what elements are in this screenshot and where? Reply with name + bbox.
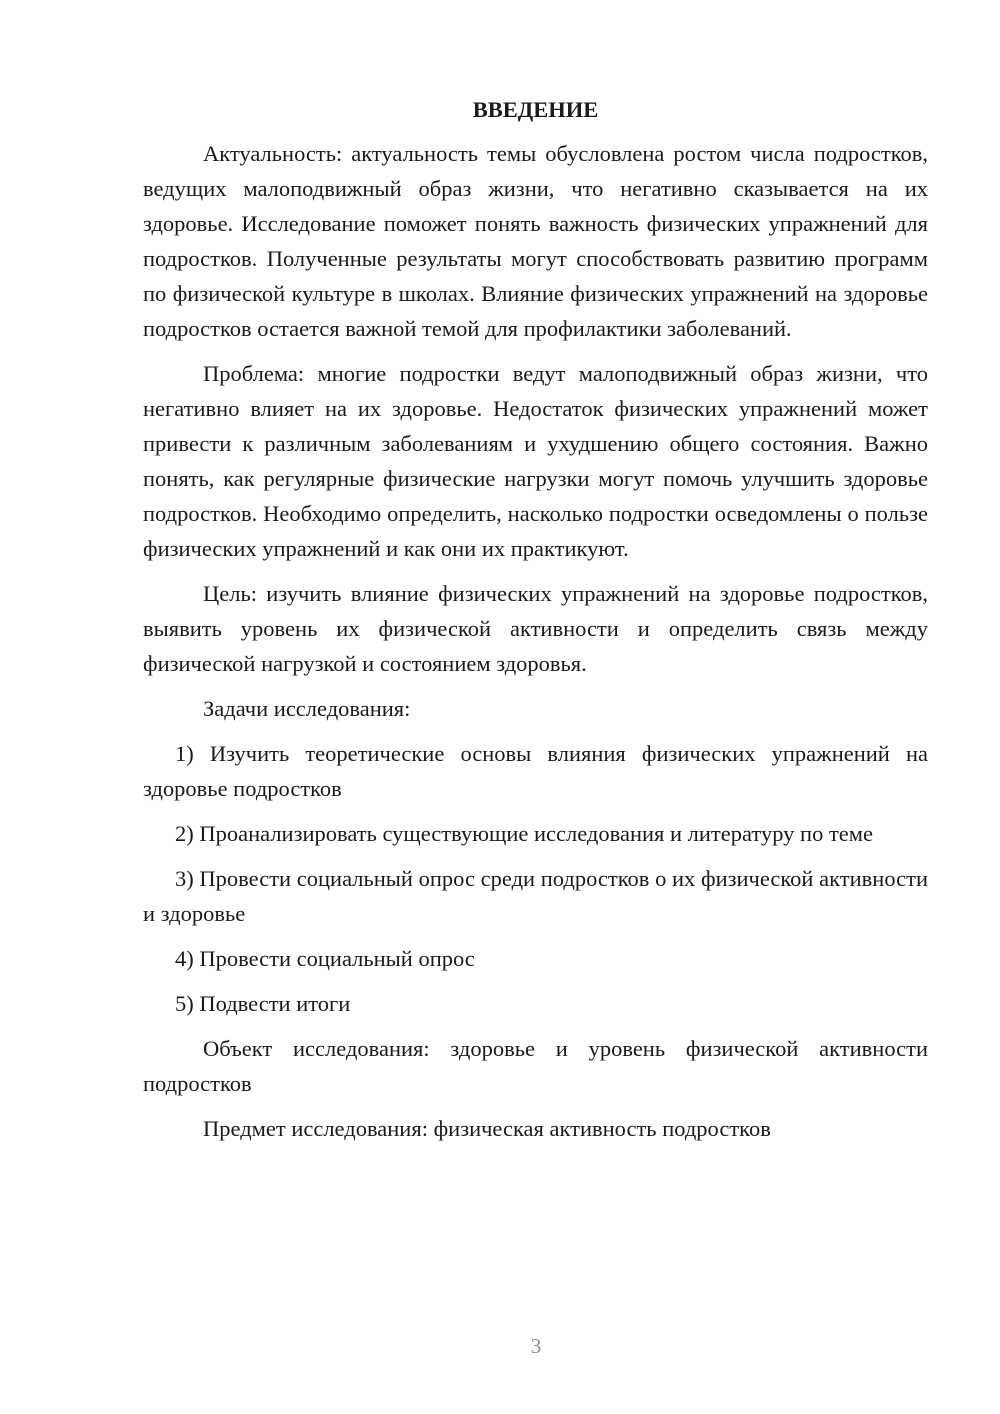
- subject-paragraph: Предмет исследования: физическая активность подростков: [203, 1116, 771, 1141]
- task-item-1: 1) Изучить теоретические основы влияния физических упражнений на здоровье подростков: [143, 741, 928, 801]
- goal-paragraph: Цель: изучить влияние физических упражнений на здоровье подростков, выявить уровень их физической активности и определить связь между физической нагрузкой и состоянием здоровья.: [143, 581, 928, 676]
- problem-paragraph: Проблема: многие подростки ведут малоподвижный образ жизни, что негативно влияет на их здоровье. Недостаток физических упражнений может привести к различным заболеваниям и ухудшению общего состояния. Важно понять, как регулярные физические нагрузки могут помочь улучшить здоровье подростков. Необходимо определить, насколько подростки осведомлены о пользе физических упражнений и как они их практикуют.: [143, 361, 928, 561]
- task-item-3: 3) Провести социальный опрос среди подростков о их физической активности и здоровье: [143, 866, 928, 926]
- tasks-heading: Задачи исследования:: [203, 696, 411, 721]
- task-item-2: 2) Проанализировать существующие исследования и литературу по теме: [175, 821, 873, 846]
- page-number: 3: [530, 1334, 542, 1358]
- object-paragraph: Объект исследования: здоровье и уровень физической активности подростков: [143, 1036, 928, 1096]
- relevance-paragraph: Актуальность: актуальность темы обусловлена ростом числа подростков, ведущих малоподвижный образ жизни, что негативно сказывается на их здоровье. Исследование поможет понять важность физических упражнений для подростков. Полученные результаты могут способствовать развитию программ по физической культуре в школах. Влияние физических упражнений на здоровье подростков остается важной темой для профилактики заболеваний.: [143, 141, 928, 341]
- task-item-4: 4) Провести социальный опрос: [175, 946, 475, 971]
- task-item-5: 5) Подвести итоги: [175, 991, 351, 1016]
- document-page: [143, 94, 928, 1156]
- page-title: ВВЕДЕНИЕ: [472, 97, 599, 122]
- tasks-list: [143, 736, 928, 1021]
